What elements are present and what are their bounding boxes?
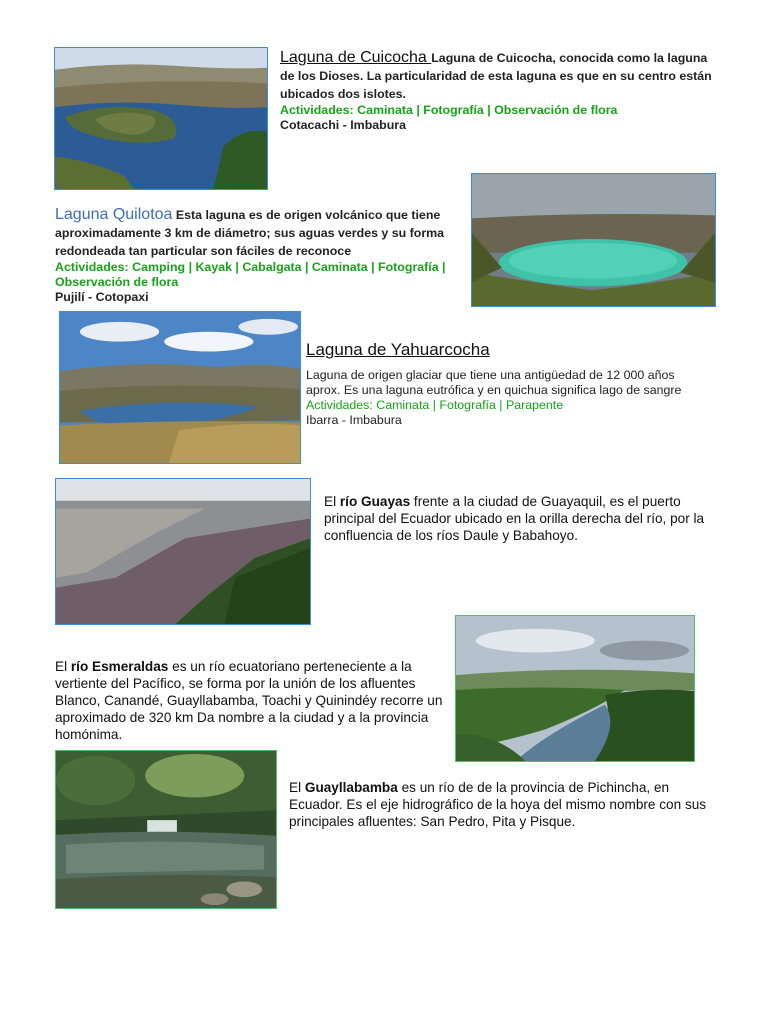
yahuarcocha-location: Ibarra - Imbabura xyxy=(306,413,402,427)
quilotoa-photo xyxy=(471,173,716,307)
cuicocha-photo xyxy=(54,47,268,190)
guayas-name: río Guayas xyxy=(339,494,411,509)
quilotoa-activities: Actividades: Camping | Kayak | Cabalgata | Caminata | Fotografía | Observación de flora xyxy=(55,260,446,289)
quilotoa-text: Esta laguna es de origen volcánico que tiene aproximadamente 3 km de diámetro; sus aguas verdes y su forma redondeada tan particular son fáciles de reconoce xyxy=(55,208,445,258)
guayas-text: frente a la ciudad de Guayaquil, es el puerto principal del Ecuador ubicado en la orilla derecha del río, por la confluencia de los ríos Daule y Babahoyo. xyxy=(324,494,705,543)
guayllabamba-photo xyxy=(55,750,277,909)
esmeraldas-paragraph xyxy=(55,658,445,743)
yahuarcocha-text: Laguna de origen glaciar que tiene una antigüedad de 12 000 años aprox. Es una laguna eutrófica y en quichua significa lago de sangre xyxy=(306,368,682,397)
guayas-pre: El xyxy=(324,494,340,509)
guayas-paragraph xyxy=(324,493,724,544)
quilotoa-title: Laguna Quilotoa xyxy=(55,206,173,223)
esmeraldas-name: río Esmeraldas xyxy=(70,659,169,674)
yahuarcocha-activities: Actividades: Caminata | Fotografía | Parapente xyxy=(306,398,564,412)
guayllabamba-text: es un río de de la provincia de Pichincha, en Ecuador. Es el eje hidrográfico de la hoya del mismo nombre con sus principales afluentes: San Pedro, Pita y Pisque. xyxy=(289,780,707,829)
cuicocha-title: Laguna de Cuicocha xyxy=(280,49,432,66)
quilotoa-block xyxy=(55,206,460,305)
yahuarcocha-photo xyxy=(59,311,301,464)
cuicocha-activities: Actividades: Caminata | Fotografía | Observación de flora xyxy=(280,103,618,117)
quilotoa-location: Pujilí - Cotopaxi xyxy=(55,290,149,304)
cuicocha-block xyxy=(280,49,720,133)
cuicocha-location: Cotacachi - Imbabura xyxy=(280,118,406,132)
esmeraldas-text: es un río ecuatoriano perteneciente a la vertiente del Pacífico, se forma por la unión de los afluentes Blanco, Canandé, Guayllabamba, Toachi y Quinindéy recorre un aproximado de 320 km Da nombre a la ciudad y a la provincia homónima. xyxy=(55,659,443,742)
guayllabamba-pre: El xyxy=(289,780,305,795)
esmeraldas-pre: El xyxy=(55,659,71,674)
guayllabamba-name: Guayllabamba xyxy=(304,780,398,795)
guayllabamba-paragraph xyxy=(289,779,714,830)
yahuarcocha-title: Laguna de Yahuarcocha xyxy=(306,340,490,359)
cuicocha-text: Laguna de Cuicocha, conocida como la laguna de los Dioses. La particularidad de esta laguna es que en su centro están ubicados dos islotes. xyxy=(280,51,712,101)
guayas-photo xyxy=(55,478,311,625)
yahuarcocha-block xyxy=(306,340,716,428)
esmeraldas-photo xyxy=(455,615,695,762)
